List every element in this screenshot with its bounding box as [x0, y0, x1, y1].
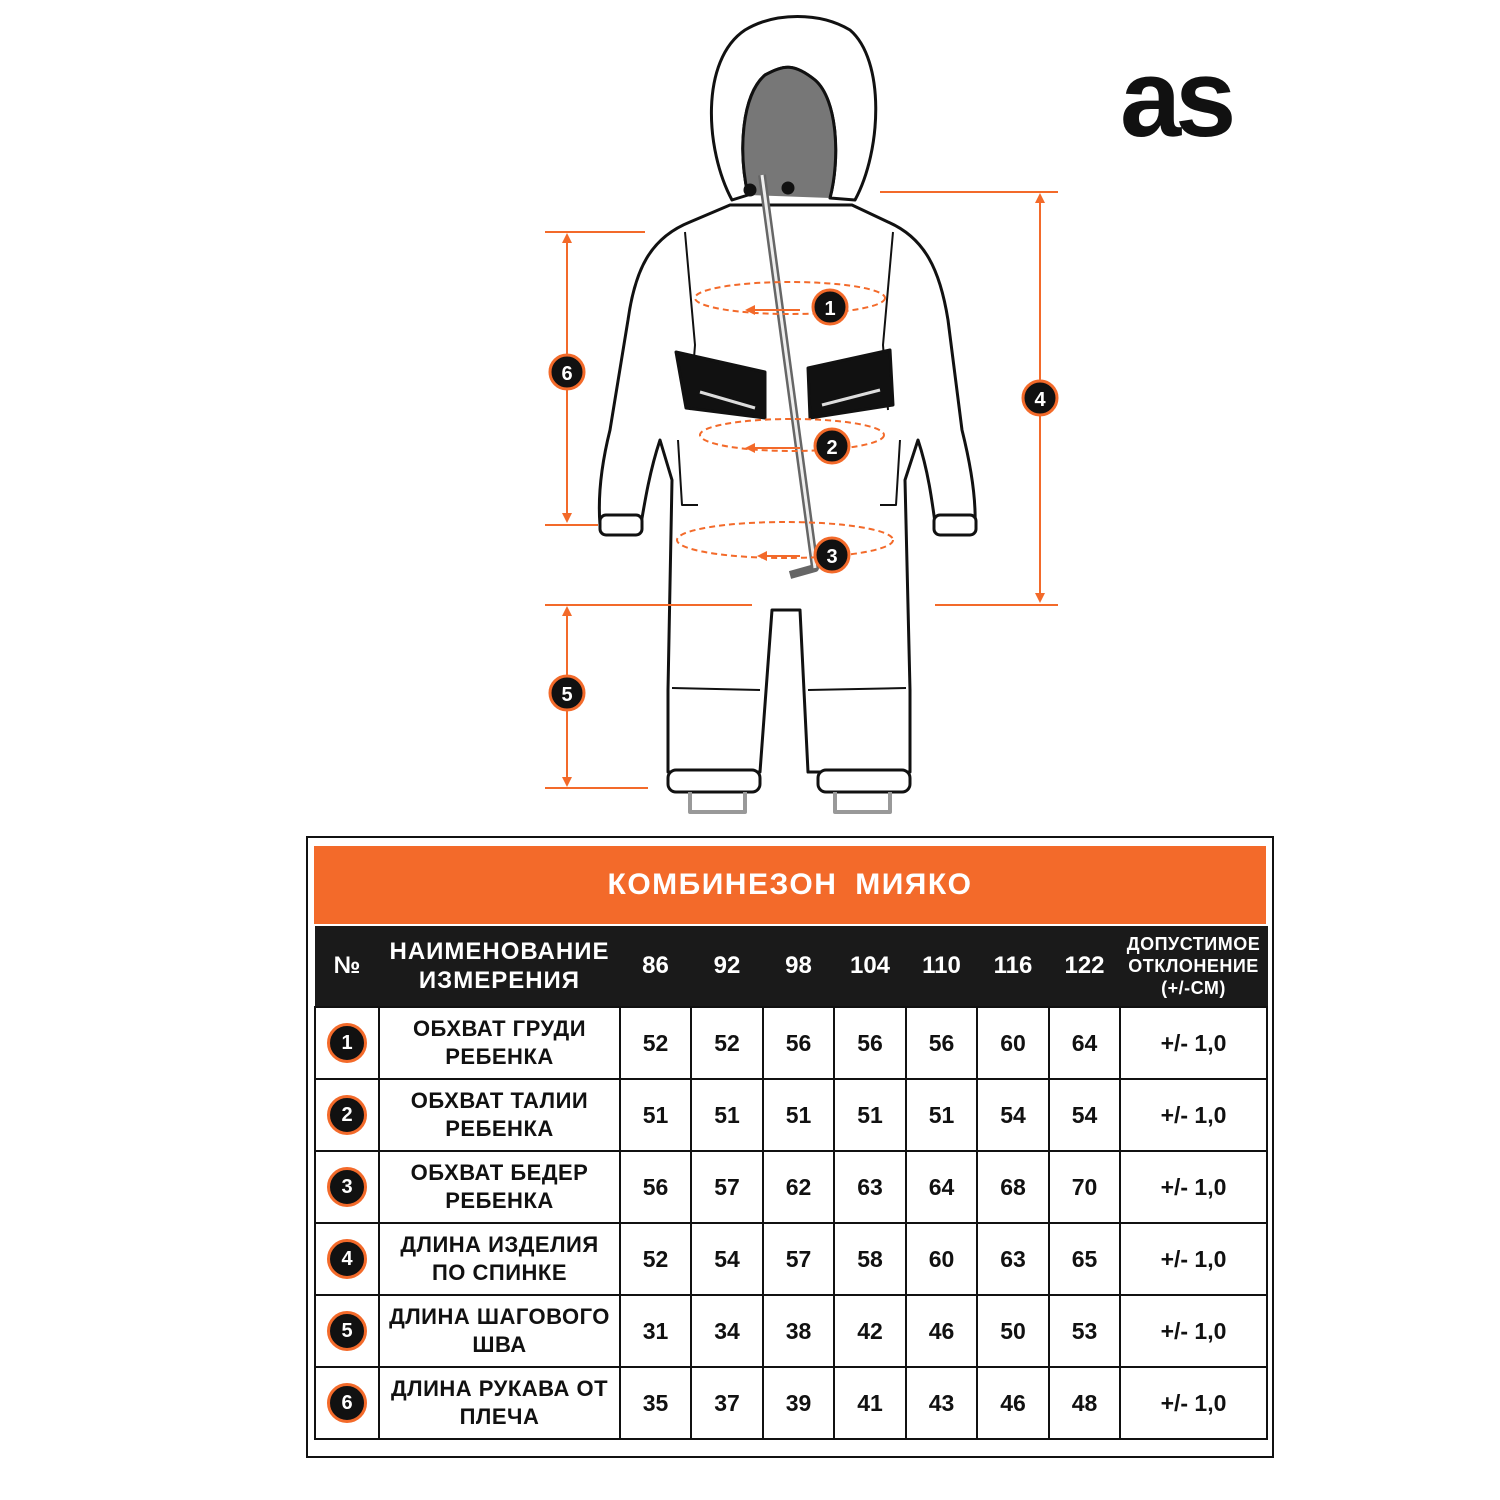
- measurement-value: 63: [834, 1151, 906, 1223]
- measurement-value: 50: [977, 1295, 1049, 1367]
- measurement-value: 43: [906, 1367, 977, 1439]
- tolerance-value: +/- 1,0: [1120, 1223, 1267, 1295]
- table-row: [315, 1367, 1267, 1439]
- marker-3: [815, 538, 849, 572]
- measurement-value: 46: [906, 1295, 977, 1367]
- measurement-value: 35: [620, 1367, 691, 1439]
- header-tolerance: ДОПУСТИМОЕ ОТКЛОНЕНИЕ (+/-СМ): [1120, 926, 1267, 1007]
- table-row: [315, 1079, 1267, 1151]
- header-size: 104: [834, 926, 906, 1007]
- measurement-value: 51: [620, 1079, 691, 1151]
- measurement-name: ОБХВАТ ТАЛИИ РЕБЕНКА: [379, 1079, 620, 1151]
- table-row: [315, 1007, 1267, 1079]
- measurement-value: 54: [977, 1079, 1049, 1151]
- row-number-cell: [315, 1367, 379, 1439]
- marker-6: [550, 355, 584, 389]
- svg-text:6: 6: [561, 363, 573, 385]
- measurement-value: 56: [834, 1007, 906, 1079]
- marker-2: [815, 429, 849, 463]
- row-number-badge: 3: [327, 1167, 367, 1207]
- size-table: [314, 926, 1268, 1440]
- tolerance-value: +/- 1,0: [1120, 1151, 1267, 1223]
- brand-logo: [1120, 58, 1300, 148]
- row-number-badge: 4: [327, 1239, 367, 1279]
- measurement-value: 64: [1049, 1007, 1120, 1079]
- measurement-value: 60: [977, 1007, 1049, 1079]
- measurement-value: 51: [691, 1079, 763, 1151]
- measurement-value: 48: [1049, 1367, 1120, 1439]
- table-title: КОМБИНЕЗОН МИЯКО: [314, 846, 1266, 924]
- measurement-name: ОБХВАТ БЕДЕР РЕБЕНКА: [379, 1151, 620, 1223]
- table-row: [315, 1151, 1267, 1223]
- measurement-value: 60: [906, 1223, 977, 1295]
- measurement-value: 62: [763, 1151, 834, 1223]
- measurement-value: 51: [763, 1079, 834, 1151]
- measurement-value: 42: [834, 1295, 906, 1367]
- header-size: 110: [906, 926, 977, 1007]
- header-measurement-name: НАИМЕНОВАНИЕ ИЗМЕРЕНИЯ: [379, 926, 620, 1007]
- measurement-value: 52: [620, 1223, 691, 1295]
- measurement-value: 65: [1049, 1223, 1120, 1295]
- measurement-value: 37: [691, 1367, 763, 1439]
- measurement-value: 58: [834, 1223, 906, 1295]
- measurement-value: 57: [763, 1223, 834, 1295]
- header-number: №: [315, 926, 379, 1007]
- table-header-row: [315, 926, 1267, 1007]
- measurement-value: 52: [691, 1007, 763, 1079]
- measurement-value: 56: [763, 1007, 834, 1079]
- measurement-value: 54: [691, 1223, 763, 1295]
- svg-text:4: 4: [1034, 389, 1046, 411]
- measurement-value: 63: [977, 1223, 1049, 1295]
- measurement-value: 56: [620, 1151, 691, 1223]
- measurement-value: 64: [906, 1151, 977, 1223]
- svg-text:5: 5: [561, 684, 573, 706]
- measurement-value: 57: [691, 1151, 763, 1223]
- row-number-cell: [315, 1151, 379, 1223]
- header-size: 86: [620, 926, 691, 1007]
- header-size: 98: [763, 926, 834, 1007]
- measurement-value: 52: [620, 1007, 691, 1079]
- table-row: [315, 1295, 1267, 1367]
- measurement-name: ДЛИНА ИЗДЕЛИЯ ПО СПИНКЕ: [379, 1223, 620, 1295]
- measurement-name: ДЛИНА РУКАВА ОТ ПЛЕЧА: [379, 1367, 620, 1439]
- svg-text:as: as: [1120, 58, 1231, 148]
- measurement-value: 34: [691, 1295, 763, 1367]
- row-number-cell: [315, 1079, 379, 1151]
- tolerance-value: +/- 1,0: [1120, 1367, 1267, 1439]
- row-number-cell: [315, 1295, 379, 1367]
- svg-text:2: 2: [826, 437, 838, 459]
- row-number-badge: 5: [327, 1311, 367, 1351]
- measurement-value: 51: [834, 1079, 906, 1151]
- header-size: 122: [1049, 926, 1120, 1007]
- measurement-value: 54: [1049, 1079, 1120, 1151]
- measurement-value: 46: [977, 1367, 1049, 1439]
- measurement-value: 53: [1049, 1295, 1120, 1367]
- marker-4: [1023, 381, 1057, 415]
- row-number-cell: [315, 1223, 379, 1295]
- measurement-name: ДЛИНА ШАГОВОГО ШВА: [379, 1295, 620, 1367]
- tolerance-value: +/- 1,0: [1120, 1079, 1267, 1151]
- row-number-badge: 6: [327, 1383, 367, 1423]
- tolerance-value: +/- 1,0: [1120, 1295, 1267, 1367]
- measurement-name: ОБХВАТ ГРУДИ РЕБЕНКА: [379, 1007, 620, 1079]
- marker-5: [550, 676, 584, 710]
- svg-text:3: 3: [826, 546, 838, 568]
- header-size: 92: [691, 926, 763, 1007]
- measurement-value: 38: [763, 1295, 834, 1367]
- measurement-value: 51: [906, 1079, 977, 1151]
- tolerance-value: +/- 1,0: [1120, 1007, 1267, 1079]
- measurement-value: 56: [906, 1007, 977, 1079]
- row-number-cell: [315, 1007, 379, 1079]
- measurement-value: 70: [1049, 1151, 1120, 1223]
- measurement-value: 68: [977, 1151, 1049, 1223]
- header-size: 116: [977, 926, 1049, 1007]
- row-number-badge: 2: [327, 1095, 367, 1135]
- measurement-value: 31: [620, 1295, 691, 1367]
- marker-1: [813, 290, 847, 324]
- table-row: [315, 1223, 1267, 1295]
- measurement-value: 39: [763, 1367, 834, 1439]
- svg-text:1: 1: [824, 298, 836, 320]
- measurement-value: 41: [834, 1367, 906, 1439]
- overall-outline: [599, 17, 976, 813]
- row-number-badge: 1: [327, 1023, 367, 1063]
